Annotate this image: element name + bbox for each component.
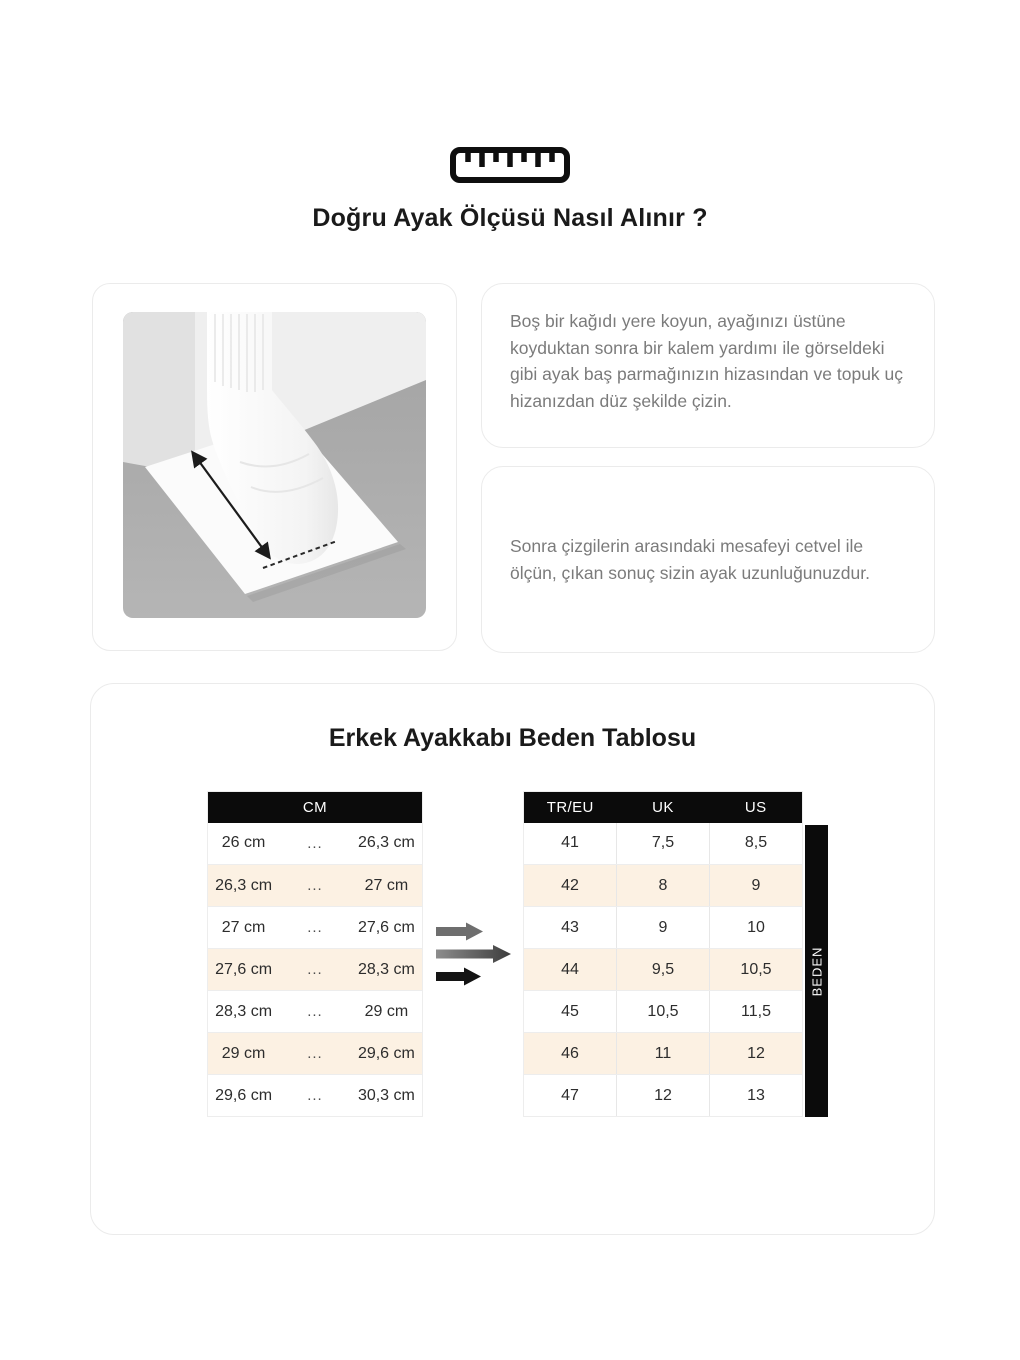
measurement-photo-card <box>92 283 457 651</box>
treu-size: 45 <box>524 991 617 1033</box>
cm-from: 29 cm <box>208 1033 280 1075</box>
size-row <box>524 1033 803 1075</box>
range-dots: ... <box>279 823 351 865</box>
uk-size: 8 <box>617 865 710 907</box>
treu-size: 44 <box>524 949 617 991</box>
treu-size: 46 <box>524 1033 617 1075</box>
cm-range-row <box>208 1075 423 1117</box>
cm-from: 29,6 cm <box>208 1075 280 1117</box>
size-conversion-table <box>523 791 803 1117</box>
cm-to: 27,6 cm <box>351 907 423 949</box>
uk-size: 9,5 <box>617 949 710 991</box>
us-size: 10,5 <box>710 949 803 991</box>
col-header-us: US <box>710 792 803 823</box>
size-chart-title: Erkek Ayakkabı Beden Tablosu <box>328 724 697 752</box>
foot-on-paper-photo <box>123 312 426 618</box>
size-row <box>524 865 803 907</box>
cm-from: 27,6 cm <box>208 949 280 991</box>
cm-range-row <box>208 865 423 907</box>
cm-range-row <box>208 949 423 991</box>
range-dots: ... <box>279 1075 351 1117</box>
cm-to: 29,6 cm <box>351 1033 423 1075</box>
size-row <box>524 949 803 991</box>
size-row <box>524 907 803 949</box>
cm-range-row <box>208 1033 423 1075</box>
cm-from: 26 cm <box>208 823 280 865</box>
cm-to: 27 cm <box>351 865 423 907</box>
cm-range-table <box>207 791 423 1117</box>
us-size: 13 <box>710 1075 803 1117</box>
cm-range-row <box>208 991 423 1033</box>
size-chart-card <box>90 683 935 1235</box>
us-size: 8,5 <box>710 823 803 865</box>
range-dots: ... <box>279 907 351 949</box>
treu-size: 41 <box>524 823 617 865</box>
size-row <box>524 1075 803 1117</box>
range-dots: ... <box>279 949 351 991</box>
cm-from: 26,3 cm <box>208 865 280 907</box>
us-size: 12 <box>710 1033 803 1075</box>
beden-side-label: BEDEN <box>809 946 825 996</box>
cm-table-header: CM <box>208 792 423 823</box>
beden-side-bar <box>805 825 828 1117</box>
instruction-row <box>92 283 935 653</box>
col-header-treu: TR/EU <box>524 792 617 823</box>
cm-to: 26,3 cm <box>351 823 423 865</box>
foot-measurement-illustration <box>123 312 426 618</box>
size-row <box>524 991 803 1033</box>
uk-size: 7,5 <box>617 823 710 865</box>
instruction-step-1-text: Boş bir kağıdı yere koyun, ayağınızı üstüne koyduktan sonra bir kalem yardımı ile görseldeki gibi ayak baş parmağınızın hizasından ve topuk uç hizanızdan düz şekilde çizin. <box>510 311 904 411</box>
cm-from: 27 cm <box>208 907 280 949</box>
col-header-uk: UK <box>617 792 710 823</box>
cm-to: 30,3 cm <box>351 1075 423 1117</box>
size-conversion-table-wrap <box>523 791 825 1117</box>
uk-size: 12 <box>617 1075 710 1117</box>
size-tables-row <box>207 791 934 1117</box>
cm-range-row <box>208 907 423 949</box>
instruction-step-1-card <box>481 283 935 448</box>
uk-size: 9 <box>617 907 710 949</box>
range-dots: ... <box>279 1033 351 1075</box>
convert-arrows-icon <box>423 919 523 989</box>
ruler-icon <box>449 146 571 184</box>
size-row <box>524 823 803 865</box>
instruction-step-2-text: Sonra çizgilerin arasındaki mesafeyi cetvel ile ölçün, çıkan sonuç sizin ayak uzunluğunuzdur. <box>510 536 870 583</box>
us-size: 10 <box>710 907 803 949</box>
cm-to: 28,3 cm <box>351 949 423 991</box>
range-dots: ... <box>279 991 351 1033</box>
us-size: 9 <box>710 865 803 907</box>
treu-size: 43 <box>524 907 617 949</box>
cm-range-row <box>208 823 423 865</box>
cm-from: 28,3 cm <box>208 991 280 1033</box>
uk-size: 10,5 <box>617 991 710 1033</box>
hero-section <box>0 0 1020 233</box>
treu-size: 47 <box>524 1075 617 1117</box>
cm-to: 29 cm <box>351 991 423 1033</box>
page-title: Doğru Ayak Ölçüsü Nasıl Alınır ? <box>312 204 708 232</box>
range-dots: ... <box>279 865 351 907</box>
uk-size: 11 <box>617 1033 710 1075</box>
instruction-step-2-card <box>481 466 935 653</box>
us-size: 11,5 <box>710 991 803 1033</box>
treu-size: 42 <box>524 865 617 907</box>
instruction-steps <box>481 283 935 653</box>
